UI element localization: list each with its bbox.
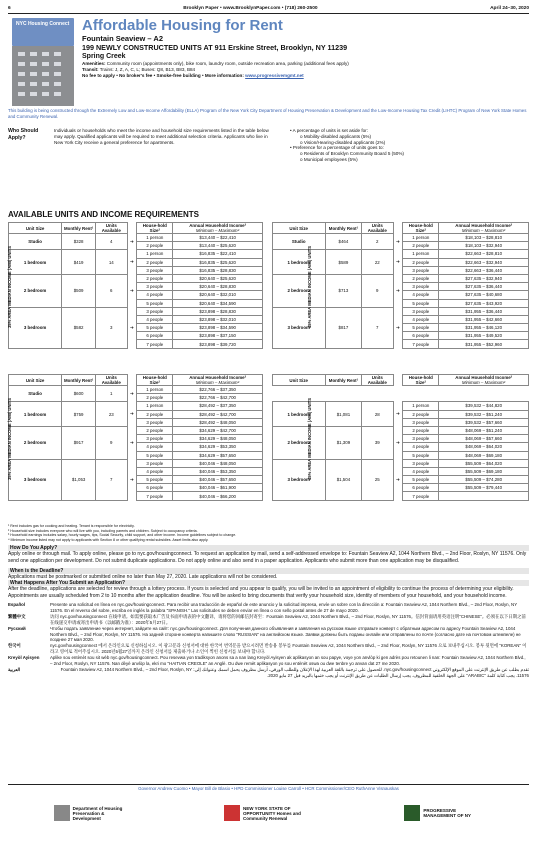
- household-size: 7 people: [137, 492, 173, 500]
- income-range: $48,069 – $64,020: [439, 443, 529, 451]
- table-header: House-hold Size²: [403, 375, 439, 386]
- household-size: 3 people: [137, 307, 173, 315]
- who-text: Individuals or households who meet the income and household size requirements listed in the table below may apply. Qualified applicants will be required to meet additional selection criteria. Applicants who live in New York City receive a general preference for apartments.: [54, 128, 269, 145]
- unit-rent: $1,053: [62, 459, 96, 500]
- income-range: $18,103 – $32,940: [439, 242, 529, 250]
- household-size: 3 people: [137, 435, 173, 443]
- income-range: $22,766 – $37,350: [173, 386, 262, 394]
- table-header: Units Available: [96, 375, 127, 386]
- unit-rent: $582: [62, 307, 96, 348]
- income-range: $27,635 – $32,940: [439, 274, 529, 282]
- section-heading: What Happens After You Submit an Application?: [8, 580, 529, 586]
- household-size: 3 people: [137, 283, 173, 291]
- income-range: $31,955 – $36,440: [439, 307, 529, 315]
- unit-units: 14: [96, 250, 127, 275]
- table-header: Unit Size: [9, 375, 62, 386]
- section-heading: How Do You Apply?: [8, 545, 529, 551]
- unit-units: 23: [96, 402, 127, 427]
- table-header: Annual Household Income³ Minimum – Maximum⁴: [439, 223, 529, 234]
- unit-rent: $589: [325, 250, 361, 275]
- footnote: ¹ Rent includes gas for cooking and heating. Tenant is responsible for electricity.: [8, 524, 135, 528]
- income-range: $23,898 – $34,590: [173, 324, 262, 332]
- footnote: ² Household size includes everyone who will live with you, including parents and children. Subject to occupancy criteria.: [8, 528, 198, 533]
- how-to-apply: [8, 545, 529, 564]
- unit-units: 4: [96, 234, 127, 250]
- income-range: $34,629 – $48,050: [173, 435, 262, 443]
- household-size: 4 people: [137, 291, 173, 299]
- income-range: $40,046 – $57,650: [173, 476, 262, 484]
- project-address: 199 NEWLY CONSTRUCTED UNITS AT 911 Erskine Street, Brooklyn, NY 11239: [82, 43, 348, 52]
- arrow-icon: ➔: [129, 411, 134, 417]
- deadline-section: [8, 568, 529, 581]
- arrow-icon: ➔: [395, 324, 400, 330]
- arrow-icon: ➔: [395, 411, 400, 417]
- income-range: $16,835 – $25,620: [173, 258, 262, 266]
- progressive-management-logo: PROGRESSIVE MANAGEMENT OF NY: [404, 805, 483, 821]
- household-size: 4 people: [403, 315, 439, 323]
- household-size: 1 person: [137, 234, 173, 242]
- language-name: Русский: [8, 625, 26, 631]
- income-range: $31,955 – $49,520: [439, 332, 529, 340]
- income-range: $23,898 – $39,720: [173, 340, 262, 348]
- unit-units: 6: [96, 274, 127, 307]
- language-row: [8, 626, 529, 644]
- household-size: 3 people: [403, 459, 439, 467]
- table-header: Unit Size: [272, 223, 325, 234]
- preferences: • A percentage of units is set aside for: o Mobility-disabled applicants (5%) o Vision/Hearing-disabled applicants (2%) • Preference for a percentage of units goes to: o Residents of Brooklyn Community Board 5 (50%) o Municipal employees (5%): [290, 128, 404, 162]
- table-header: Annual Household Income³ Minimum – Maximum⁴: [173, 223, 262, 234]
- ami-label: 35% AREA MEDIAN INCOME (AMI) UNITS: [7, 398, 12, 481]
- unit-units: 9: [96, 426, 127, 459]
- unit-rent: $759: [62, 402, 96, 427]
- arrow-icon: ➔: [395, 238, 400, 244]
- unit-size: 3 bedroom: [272, 459, 325, 500]
- language-name: 繁體中文: [8, 613, 26, 619]
- income-range: $23,898 – $28,830: [173, 307, 262, 315]
- unit-rent: $1,504: [325, 459, 361, 500]
- household-size: 7 people: [137, 340, 173, 348]
- household-size: 5 people: [403, 476, 439, 484]
- household-size: 2 people: [403, 410, 439, 418]
- household-size: 6 people: [137, 332, 173, 340]
- language-text: Чтобы подать заявление через интернет, зайдите на сайт: nyc.gov/housingconnect. Для получения данного объявления и заявления на русском языке отправьте конверт с обратным адресом по адресу Fountain Seaview A2, 1044 Northern Blvd., – 2nd Floor, Roslyn, NY 11576. На задней стороне конверта напишите слово "RUSSIAN" на английском языке. Заявки должны быть поданы онлайн или отправлены по почте (согласно дате на почтовом штемпеле) не позднее 27 мая 2020.: [50, 625, 521, 643]
- household-size: 2 people: [137, 426, 173, 434]
- household-size: 4 people: [403, 443, 439, 451]
- household-size: 2 people: [403, 242, 439, 250]
- household-size: 2 people: [137, 394, 173, 402]
- unit-size: 3 bedroom: [9, 307, 62, 348]
- fees-info: No fee to apply • No broker's fee • Smoke-free building • More information: www.progressivemgmt.net: [82, 73, 304, 78]
- household-size: 4 people: [137, 315, 173, 323]
- page-number: 6: [8, 5, 11, 11]
- hcr-logo: NEW YORK STATE OF OPPORTUNITY Homes and Community Renewal: [224, 805, 313, 821]
- ami-label: 45% AREA MEDIAN INCOME (AMI) UNITS: [307, 246, 312, 329]
- unit-rent: $1,309: [325, 426, 361, 459]
- household-size: 1 person: [137, 250, 173, 258]
- household-size: 4 people: [403, 467, 439, 475]
- unit-size: 1 bedroom: [272, 250, 325, 275]
- household-size: 5 people: [137, 451, 173, 459]
- unit-size: 2 bedroom: [9, 274, 62, 307]
- household-size: 3 people: [137, 459, 173, 467]
- table-header: Units Available: [362, 223, 393, 234]
- household-size: 1 person: [403, 234, 439, 242]
- language-name: Kreyòl Ayisyen: [8, 655, 40, 661]
- arrow-icon: ➔: [395, 476, 400, 482]
- income-range: [439, 492, 529, 500]
- income-table-bottom: [8, 374, 529, 501]
- household-size: 4 people: [137, 443, 173, 451]
- language-row: [8, 643, 529, 655]
- household-size: 7 people: [403, 340, 439, 348]
- income-range: $39,532 – $51,240: [439, 410, 529, 418]
- household-size: 5 people: [137, 299, 173, 307]
- unit-rent: $509: [62, 274, 96, 307]
- household-size: 5 people: [403, 299, 439, 307]
- income-table-top: [8, 222, 529, 349]
- income-range: $55,509 – $69,180: [439, 467, 529, 475]
- income-range: $40,046 – $48,050: [173, 459, 262, 467]
- income-range: $31,955 – $46,120: [439, 324, 529, 332]
- unit-units: 39: [362, 426, 393, 459]
- table-header: [262, 223, 272, 234]
- household-size: 5 people: [137, 476, 173, 484]
- table-header: [393, 375, 403, 386]
- language-text: Presente una solicitud en línea en nyc.gov/housingconnect. Para recibir una traducción de español de este anuncio y la solicitud impresa, envíe un sobre con la dirección a: Fountain Seaview A2, 1044 Northern Blvd., – 2nd Floor, Roslyn, NY 11576. En el reverso del sobre, escriba en inglés la palabra "SPANISH." Las solicitudes se deben enviar en línea o con sello postal antes de 27 de mayo 2020.: [50, 602, 518, 613]
- household-size: 3 people: [403, 435, 439, 443]
- table-header: Monthly Rent¹: [62, 375, 96, 386]
- unit-rent: $328: [62, 234, 96, 250]
- household-size: 2 people: [137, 410, 173, 418]
- section-text: Applications must be postmarked or submitted online no later than May 27, 2020. Late applications will not be considered.: [8, 574, 278, 581]
- household-size: 3 people: [403, 418, 439, 426]
- unit-size: 3 bedroom: [9, 459, 62, 500]
- household-size: 1 person: [403, 250, 439, 258]
- income-range: $28,492 – $42,700: [173, 410, 262, 418]
- household-size: 6 people: [137, 484, 173, 492]
- table-header: Annual Household Income³ Minimum – Maximum⁴: [173, 375, 262, 386]
- officials-line: Governor Andrew Cuomo • Mayor Bill de Blasio • HPD Commissioner Louise Carroll • HCR Commissioner/CEO RuthAnne Visnauskas: [138, 786, 399, 791]
- issue-date: April 24–30, 2020: [490, 5, 529, 11]
- income-range: $20,640 – $28,830: [173, 283, 262, 291]
- household-size: 4 people: [403, 291, 439, 299]
- unit-size: 1 bedroom: [9, 402, 62, 427]
- income-range: $28,492 – $37,350: [173, 402, 262, 410]
- household-size: 2 people: [403, 426, 439, 434]
- language-row: [8, 602, 529, 614]
- arrow-icon: ➔: [129, 439, 134, 445]
- household-size: 3 people: [403, 307, 439, 315]
- unit-size: 2 bedroom: [272, 426, 325, 459]
- unit-units: 28: [362, 402, 393, 427]
- language-name: 한국어: [8, 643, 21, 649]
- household-size: 1 person: [137, 386, 173, 394]
- language-text: 访问 nyc.gov/housingconnect 在线申请。如需要获取本广告及书面申请表的中文翻译，请将您的回邮信封寄至：Fountain Seaview A2, 1044 Northern Blvd., – 2nd Floor, Roslyn, NY 11576。信封背面请用英语注明"CHINESE"。必须在以下日期之前在线递交申请或寄出申请书（以邮戳为准）：2020年5月27日。: [50, 613, 526, 625]
- unit-size: Studio: [9, 234, 62, 250]
- unit-units: 1: [96, 386, 127, 402]
- income-range: $31,955 – $52,960: [439, 340, 529, 348]
- footnote: ³ Household earnings includes salary, hourly wages, tips, Social Security, child support, and other income. Income guidelines subject to change.: [8, 533, 237, 538]
- income-range: $55,509 – $79,440: [439, 484, 529, 492]
- arrow-icon: ➔: [129, 476, 134, 482]
- language-name: Español: [8, 602, 26, 607]
- household-size: 3 people: [137, 418, 173, 426]
- income-range: $22,663 – $32,940: [439, 258, 529, 266]
- language-text: تقدم بطلب عن طريق الإنترنت على الموقع الإلكتروني nyc.gov/housingconnect. للحصول على ترجمة باللغة العربية لهذا الإعلان وللطلب الورقي، أرسل مظروف يحمل اسمك وعنوانك إلى: Fountain Seaview A2, 1044 Northern Blvd., – 2nd Floor, Roslyn, NY 11576. يجب كتابة كلمة "ARABIC" على الجهة الخلفية للمظروف. يجب إرسال الطلبات عن طريق الإنترنت أو يجب ختمها بالبريد قبل 27 مايو 2020.: [60, 666, 529, 678]
- income-range: $27,635 – $43,920: [439, 299, 529, 307]
- table-header: [127, 223, 137, 234]
- ami-label: 35% AREA MEDIAN INCOME (AMI) UNITS: [7, 246, 12, 329]
- language-row: [8, 614, 529, 626]
- income-range: $22,663 – $36,440: [439, 266, 529, 274]
- income-range: $31,955 – $42,660: [439, 315, 529, 323]
- unit-units: 25: [362, 459, 393, 500]
- income-range: $39,532 – $44,820: [439, 402, 529, 410]
- income-range: $48,069 – $69,180: [439, 451, 529, 459]
- table-header: [127, 375, 137, 386]
- income-range: $28,492 – $48,050: [173, 418, 262, 426]
- table-header: Monthly Rent¹: [325, 223, 361, 234]
- unit-size: 2 bedroom: [9, 426, 62, 459]
- income-range: $34,629 – $57,650: [173, 451, 262, 459]
- unit-rent: $464: [325, 234, 361, 250]
- household-size: 2 people: [137, 258, 173, 266]
- language-text: nyc.gov/housingconnect 에서 온라인으로 신청하십시오. 이 광고문과 신청서에 대한 한국어 번역문을 받으시려면 반송용 봉투를 Fountain Seaview A2, 1044 Northern Blvd., – 2nd Floor, Roslyn, NY 11576 으로 보내주십시오. 봉투 뒷면에 "KOREAN" 이라고 영어로 적어주십시오. 2020년5월27일까지 온라인 신청서를 제출하거나 소인이 찍힌 신청서를 보내야 합니다.: [50, 643, 527, 655]
- unit-units: 2: [362, 234, 393, 250]
- household-size: 7 people: [403, 492, 439, 500]
- income-range: $16,835 – $28,830: [173, 266, 262, 274]
- household-size: 1 person: [403, 402, 439, 410]
- income-range: $55,509 – $74,280: [439, 476, 529, 484]
- income-range: $20,640 – $25,620: [173, 274, 262, 282]
- unit-units: 7: [362, 307, 393, 348]
- arrow-icon: ➔: [129, 324, 134, 330]
- table-row: [9, 386, 529, 394]
- arrow-icon: ➔: [395, 259, 400, 265]
- table-header: [262, 375, 272, 386]
- table-header: Unit Size: [272, 375, 325, 386]
- unit-size: 1 bedroom: [9, 250, 62, 275]
- arrow-icon: ➔: [129, 238, 134, 244]
- section-text: Apply online or through mail. To apply online, please go to nyc.gov/housingconnect. To request an application by mail, send a self-addressed envelope to: Fountain Seaview A2, 1044 Northern Blvd., – 2nd Floor, Roslyn, NY 11576. Only send one application per development. Do not submit duplicate applications. Do not apply online and also send in a paper application. Applicants who submit more than one application may be disqualified.: [8, 551, 527, 564]
- income-range: $48,069 – $57,660: [439, 435, 529, 443]
- arrow-icon: ➔: [395, 439, 400, 445]
- table-header: Monthly Rent¹: [62, 223, 96, 234]
- household-size: 5 people: [403, 324, 439, 332]
- unit-rent: $419: [62, 250, 96, 275]
- language-row: [8, 655, 529, 667]
- table-header: [393, 223, 403, 234]
- section-heading: When is the Deadline?: [8, 568, 529, 574]
- building-photo: [12, 46, 74, 106]
- household-size: 5 people: [403, 451, 439, 459]
- table-header: Units Available: [362, 375, 393, 386]
- website-link[interactable]: www.progressivemgmt.net: [245, 73, 304, 78]
- table-title: AVAILABLE UNITS AND INCOME REQUIREMENTS: [8, 210, 199, 219]
- income-range: $40,046 – $61,900: [173, 484, 262, 492]
- unit-size: 1 bedroom: [272, 402, 325, 427]
- table-header: Unit Size: [9, 223, 62, 234]
- household-size: 6 people: [403, 332, 439, 340]
- unit-rent: $817: [325, 307, 361, 348]
- income-range: $20,640 – $34,590: [173, 299, 262, 307]
- unit-units: 22: [362, 250, 393, 275]
- household-size: 6 people: [403, 484, 439, 492]
- unit-rent: $1,081: [325, 402, 361, 427]
- income-range: $55,509 – $64,020: [439, 459, 529, 467]
- unit-units: 7: [96, 459, 127, 500]
- who-label: Who Should Apply?: [8, 128, 39, 141]
- language-row: [8, 667, 529, 679]
- table-header: Monthly Rent¹: [325, 375, 361, 386]
- table-header: Units Available: [96, 223, 127, 234]
- hero-section: [8, 16, 529, 106]
- language-name: العربية: [8, 666, 20, 672]
- unit-size: 2 bedroom: [272, 274, 325, 307]
- section-text: After the deadline, applications are selected for review through a lottery process. If yours is selected and you appear to qualify, you will be invited to an appointment of eligibility to continue the process of determining your eligibility. Appointments are usually scheduled from 2 to 10 months after the application deadline. You will be asked to bring documents that verify your household size, identity of members of your household, and your household income.: [8, 586, 514, 599]
- income-range: $23,898 – $37,150: [173, 332, 262, 340]
- ami-label: 45% AREA MEDIAN INCOME (AMI) UNITS: [307, 398, 312, 481]
- project-name: Fountain Seaview – A2: [82, 34, 163, 43]
- funding-statement: This building is being constructed through the Extremely Low and Low-Income Affordability (ELLA) Program of the New York City Department of Housing Preservation & Development and the Low-Income Housing Tax Credit (LIHTC) Program of New York State Homes and Community Renewal.: [8, 108, 527, 119]
- income-range: $40,046 – $53,350: [173, 467, 262, 475]
- neighborhood: Spring Creek: [82, 53, 126, 60]
- household-size: 2 people: [403, 274, 439, 282]
- table-header: House-hold Size²: [137, 375, 173, 386]
- income-range: $20,640 – $32,010: [173, 291, 262, 299]
- housing-connect-logo: NYC Housing Connect: [12, 18, 74, 46]
- footer: [8, 784, 529, 839]
- table-row: [9, 234, 529, 242]
- household-size: 3 people: [137, 266, 173, 274]
- income-range: $13,440 – $25,620: [173, 242, 262, 250]
- who-should-apply: [8, 128, 529, 208]
- arrow-icon: ➔: [129, 259, 134, 265]
- after-submit-section: [8, 580, 529, 599]
- income-range: $48,069 – $51,240: [439, 426, 529, 434]
- income-range: $27,635 – $36,440: [439, 283, 529, 291]
- unit-rent: $713: [325, 274, 361, 307]
- unit-size: 3 bedroom: [272, 307, 325, 348]
- unit-units: 3: [96, 307, 127, 348]
- page-title: Affordable Housing for Rent: [82, 17, 283, 34]
- household-size: 2 people: [403, 258, 439, 266]
- arrow-icon: ➔: [395, 287, 400, 293]
- income-range: $39,532 – $57,660: [439, 418, 529, 426]
- income-range: $34,629 – $42,700: [173, 426, 262, 434]
- footnote: ⁴ Minimum income listed may not apply to applicants with Section 8 or other qualifying rental subsidies. Asset limits also apply.: [8, 537, 209, 542]
- household-size: 2 people: [137, 274, 173, 282]
- income-range: $16,835 – $22,410: [173, 250, 262, 258]
- income-range: $27,635 – $40,680: [439, 291, 529, 299]
- unit-rent: $917: [62, 426, 96, 459]
- income-range: $40,046 – $66,200: [173, 492, 262, 500]
- income-range: $22,663 – $28,810: [439, 250, 529, 258]
- household-size: 1 person: [137, 402, 173, 410]
- household-size: 3 people: [403, 266, 439, 274]
- household-size: 4 people: [137, 467, 173, 475]
- table-header: House-hold Size²: [137, 223, 173, 234]
- transit: Transit: Trains: J, Z, A, C, L; Buses: Q8, B13, B83, B84: [82, 67, 196, 72]
- amenities: Amenities: Community room (appointments only), bike room, laundry room, outside recreation area, parking (additional fees apply): [82, 61, 349, 66]
- unit-size: Studio: [272, 234, 325, 250]
- language-text: Aplike sou entènèt sou sit wèb nyc.gov/housingconnect. Pou resevwa yon tradiksyon anons sa a nan lang Kreyòl Ayisyen ak aplikasyon an sou papye, voye yon anvlòp ki gen adrès pou retounen li nan: Fountain Seaview A2, 1044 Northern Blvd., – 2nd Floor, Roslyn, NY 11576. Nan dèyè anvlòp la, ekri mo "HAITIAN CREOLE" an Anglè. Ou dwe remèt aplikasyon yo sou entènèt oswa ou dwe tenbre yo anvan dat 27 me 2020.: [50, 655, 526, 667]
- arrow-icon: ➔: [129, 287, 134, 293]
- income-range: $22,766 – $42,700: [173, 394, 262, 402]
- newspaper-header: [8, 3, 529, 14]
- household-size: 3 people: [403, 283, 439, 291]
- income-range: $23,898 – $32,010: [173, 315, 262, 323]
- household-size: 5 people: [137, 324, 173, 332]
- arrow-icon: ➔: [129, 390, 134, 396]
- footnotes: [8, 524, 529, 542]
- table-header: Annual Household Income³ Minimum – Maximum⁴: [439, 375, 529, 386]
- income-range: $18,103 – $28,810: [439, 234, 529, 242]
- language-translations: [8, 602, 529, 679]
- income-range: $13,440 – $22,410: [173, 234, 262, 242]
- publication-info: Brooklyn Paper • www.BrooklynPaper.com • (718) 260-2500: [183, 5, 318, 11]
- unit-rent: $600: [62, 386, 96, 402]
- table-header: House-hold Size²: [403, 223, 439, 234]
- income-range: $34,629 – $53,350: [173, 443, 262, 451]
- unit-size: Studio: [9, 386, 62, 402]
- unit-units: 9: [362, 274, 393, 307]
- household-size: 2 people: [137, 242, 173, 250]
- hpd-logo: Department of Housing Preservation & Development: [54, 805, 133, 821]
